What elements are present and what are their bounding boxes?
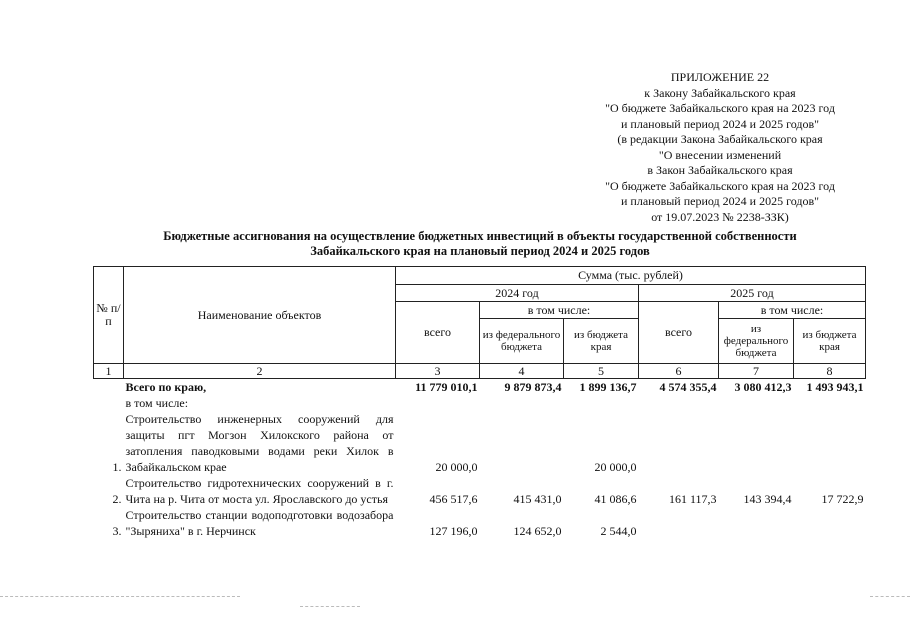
column-number: 5: [564, 364, 639, 379]
total-label: Всего по краю,: [125, 380, 207, 394]
header-regional-2024: из бюджета края: [564, 319, 639, 364]
column-number: 6: [639, 364, 719, 379]
total-value: 11 779 010,1: [415, 380, 478, 394]
total-value: 9 879 873,4: [504, 380, 562, 394]
total-value: 1 493 943,1: [806, 380, 864, 394]
cell-value: 124 652,0: [513, 524, 562, 538]
header-including-2025: в том числе:: [719, 302, 866, 319]
appendix-line: к Закону Забайкальского края: [644, 85, 796, 100]
appendix-line: от 19.07.2023 № 2238-ЗЗК): [651, 209, 789, 224]
header-regional-2025: из бюджета края: [794, 319, 866, 364]
header-including-2024: в том числе:: [480, 302, 639, 319]
cell-value: [639, 411, 719, 475]
cell-value: [639, 507, 719, 539]
table-row: [94, 475, 866, 507]
header-total-2024: всего: [396, 302, 480, 364]
cell-value: 17 722,9: [821, 492, 864, 506]
cell-value: 415 431,0: [513, 492, 562, 506]
appendix-line: "О внесении изменений: [658, 147, 782, 162]
header-year-2025: 2025 год: [639, 285, 866, 302]
scan-artifact-line: [0, 596, 240, 597]
column-number: 7: [719, 364, 794, 379]
appendix-line: (в редакции Закона Забайкальского края: [617, 132, 823, 146]
header-total-2025: всего: [639, 302, 719, 364]
cell-value: [719, 411, 794, 475]
object-name: Строительство станции водоподготовки водозабора "Зыряниха" в г. Нерчинск: [125, 508, 394, 538]
table-row: [94, 507, 866, 539]
cell-value: [480, 411, 564, 475]
header-sum: Сумма (тыс. рублей): [396, 267, 866, 285]
header-num: № п/п: [94, 267, 124, 364]
total-value: 4 574 355,4: [659, 380, 717, 394]
title-line-1: Бюджетные ассигнования на осуществление бюджетных инвестиций в объекты государственной собственности: [163, 229, 797, 243]
appendix-line: в Закон Забайкальского края: [647, 163, 793, 177]
row-number: 1.: [112, 460, 122, 474]
header-year-2024: 2024 год: [396, 285, 639, 302]
scan-artifact-line: [300, 606, 360, 607]
total-value: 3 080 412,3: [734, 380, 792, 394]
appendix-line: "О бюджете Забайкальского края на 2023 год: [605, 178, 835, 193]
column-number: 3: [396, 364, 480, 379]
row-number: 2.: [112, 492, 122, 506]
including-label: в том числе:: [125, 396, 189, 410]
document-title: [60, 229, 900, 259]
column-number: 2: [124, 364, 396, 379]
appendix-line: и плановый период 2024 и 2025 годов": [620, 116, 820, 131]
column-number: 1: [94, 364, 124, 379]
cell-value: 20 000,0: [594, 460, 637, 474]
header-name: Наименование объектов: [124, 267, 396, 364]
cell-value: 20 000,0: [435, 460, 478, 474]
cell-value: 161 117,3: [668, 492, 717, 506]
cell-value: 456 517,6: [429, 492, 478, 506]
column-number: 8: [794, 364, 866, 379]
total-value: 1 899 136,7: [579, 380, 637, 394]
header-federal-2025: из федерального бюджета: [719, 319, 794, 364]
appendix-line: и плановый период 2024 и 2025 годов": [620, 194, 820, 208]
table-row: [94, 411, 866, 475]
appendix-line: ПРИЛОЖЕНИЕ 22: [670, 70, 770, 84]
cell-value: 127 196,0: [429, 524, 478, 538]
cell-value: [794, 507, 866, 539]
including-row: [94, 395, 866, 411]
appendix-header: [560, 70, 880, 225]
object-name: Строительство инженерных сооружений для защиты пгт Могзон Хилокского района от затопления паводковыми водами реки Хилок в Забайкальском крае: [125, 412, 394, 474]
appendix-line: "О бюджете Забайкальского края на 2023 год: [605, 101, 835, 115]
column-number: 4: [480, 364, 564, 379]
cell-value: [719, 507, 794, 539]
row-number: 3.: [112, 524, 122, 538]
total-row: [94, 379, 866, 396]
cell-value: 2 544,0: [600, 524, 637, 538]
budget-table: [93, 266, 866, 539]
cell-value: 143 394,4: [743, 492, 792, 506]
header-federal-2024: из федерального бюджета: [480, 319, 564, 364]
scan-artifact-line: [870, 596, 910, 597]
object-name: Строительство гидротехнических сооружений в г. Чита на р. Чита от моста ул. Ярославского до устья: [125, 476, 394, 506]
cell-value: 41 086,6: [594, 492, 637, 506]
column-numbers-row: [94, 364, 866, 379]
cell-value: [794, 411, 866, 475]
title-line-2: Забайкальского края на плановый период 2024 и 2025 годов: [310, 244, 650, 258]
